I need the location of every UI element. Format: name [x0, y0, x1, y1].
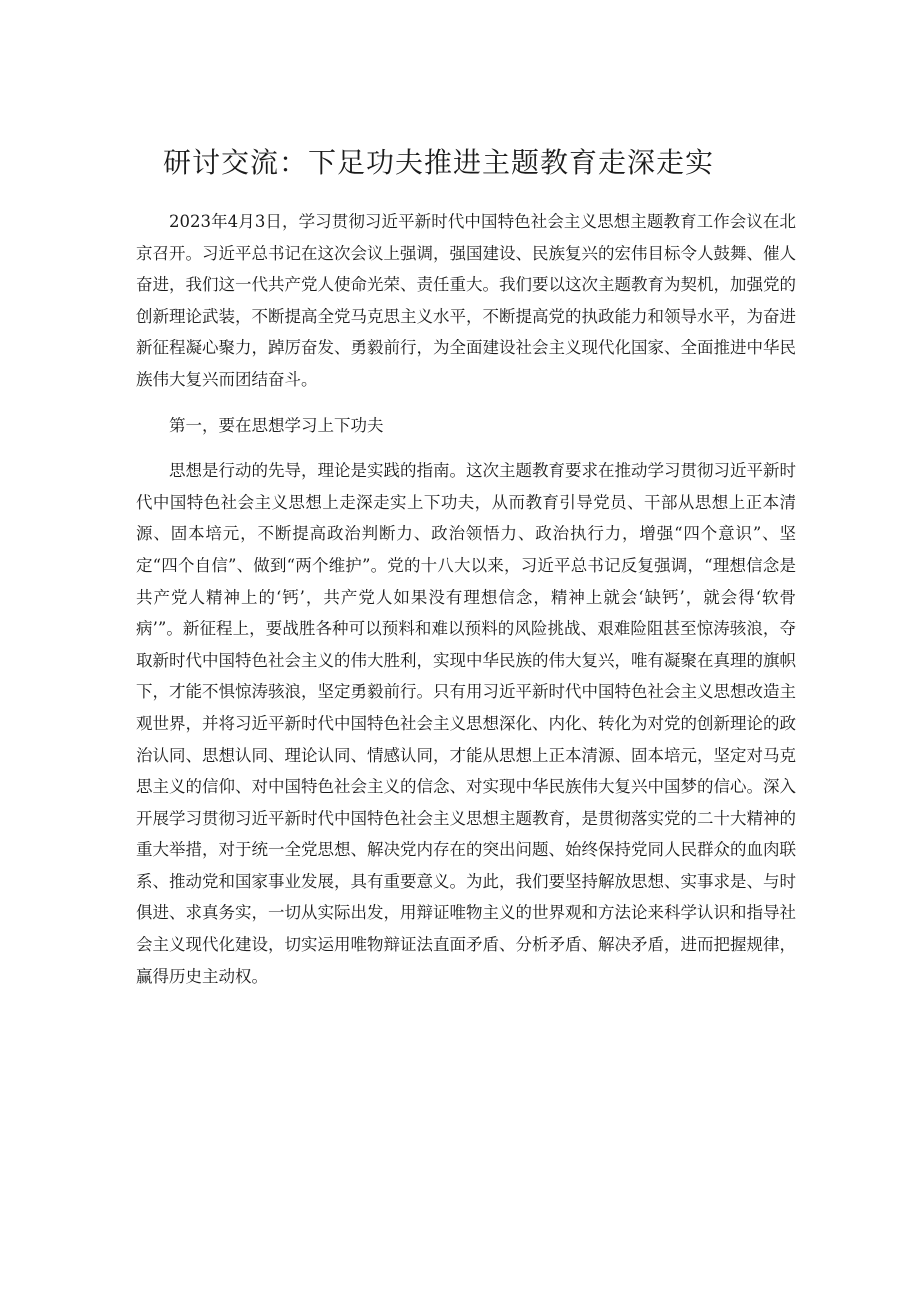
document-body — [136, 206, 796, 992]
intro-paragraph: 2023年4月3日，学习贯彻习近平新时代中国特色社会主义思想主题教育工作会议在北京召开。习近平总书记在这次会议上强调，强国建设、民族复兴的宏伟目标令人鼓舞、催人奋进，我们这一代共产党人使命光荣、责任重大。我们要以这次主题教育为契机，加强党的创新理论武装，不断提高全党马克思主义水平，不断提高党的执政能力和领导水平，为奋进新征程凝心聚力，踔厉奋发、勇毅前行，为全面建设社会主义现代化国家、全面推进中华民族伟大复兴而团结奋斗。 — [136, 212, 796, 389]
section-paragraph: 思想是行动的先导，理论是实践的指南。这次主题教育要求在推动学习贯彻习近平新时代中国特色社会主义思想上走深走实上下功夫，从而教育引导党员、干部从思想上正本清源、固本培元，不断提高政治判断力、政治领悟力、政治执行力，增强“四个意识”、坚定“四个自信”、做到“两个维护”。党的十八大以来，习近平总书记反复强调，“理想信念是共产党人精神上的‘钙’，共产党人如果没有理想信念，精神上就会‘缺钙’，就会得‘软骨病’”。新征程上，要战胜各种可以预料和难以预料的风险挑战、艰难险阻甚至惊涛骇浪，夺取新时代中国特色社会主义的伟大胜利，实现中华民族的伟大复兴，唯有凝聚在真理的旗帜下，才能不惧惊涛骇浪，坚定勇毅前行。只有用习近平新时代中国特色社会主义思想改造主观世界，并将习近平新时代中国特色社会主义思想深化、内化、转化为对党的创新理论的政治认同、思想认同、理论认同、情感认同，才能从思想上正本清源、固本培元，坚定对马克思主义的信仰、对中国特色社会主义的信念、对实现中华民族伟大复兴中国梦的信心。深入开展学习贯彻习近平新时代中国特色社会主义思想主题教育，是贯彻落实党的二十大精神的重大举措，对于统一全党思想、解决党内存在的突出问题、始终保持党同人民群众的血肉联系、推动党和国家事业发展，具有重要意义。为此，我们要坚持解放思想、实事求是、与时俱进、求真务实，一切从实际出发，用辩证唯物主义的世界观和方法论来科学认识和指导社会主义现代化建设，切实运用唯物辩证法直面矛盾、分析矛盾、解决矛盾，进而把握规律，赢得历史主动权。 — [136, 461, 796, 986]
section-heading: 第一，要在思想学习上下功夫 — [169, 415, 384, 435]
document-title: 研讨交流：下足功夫推进主题教育走深走实 — [163, 146, 715, 179]
